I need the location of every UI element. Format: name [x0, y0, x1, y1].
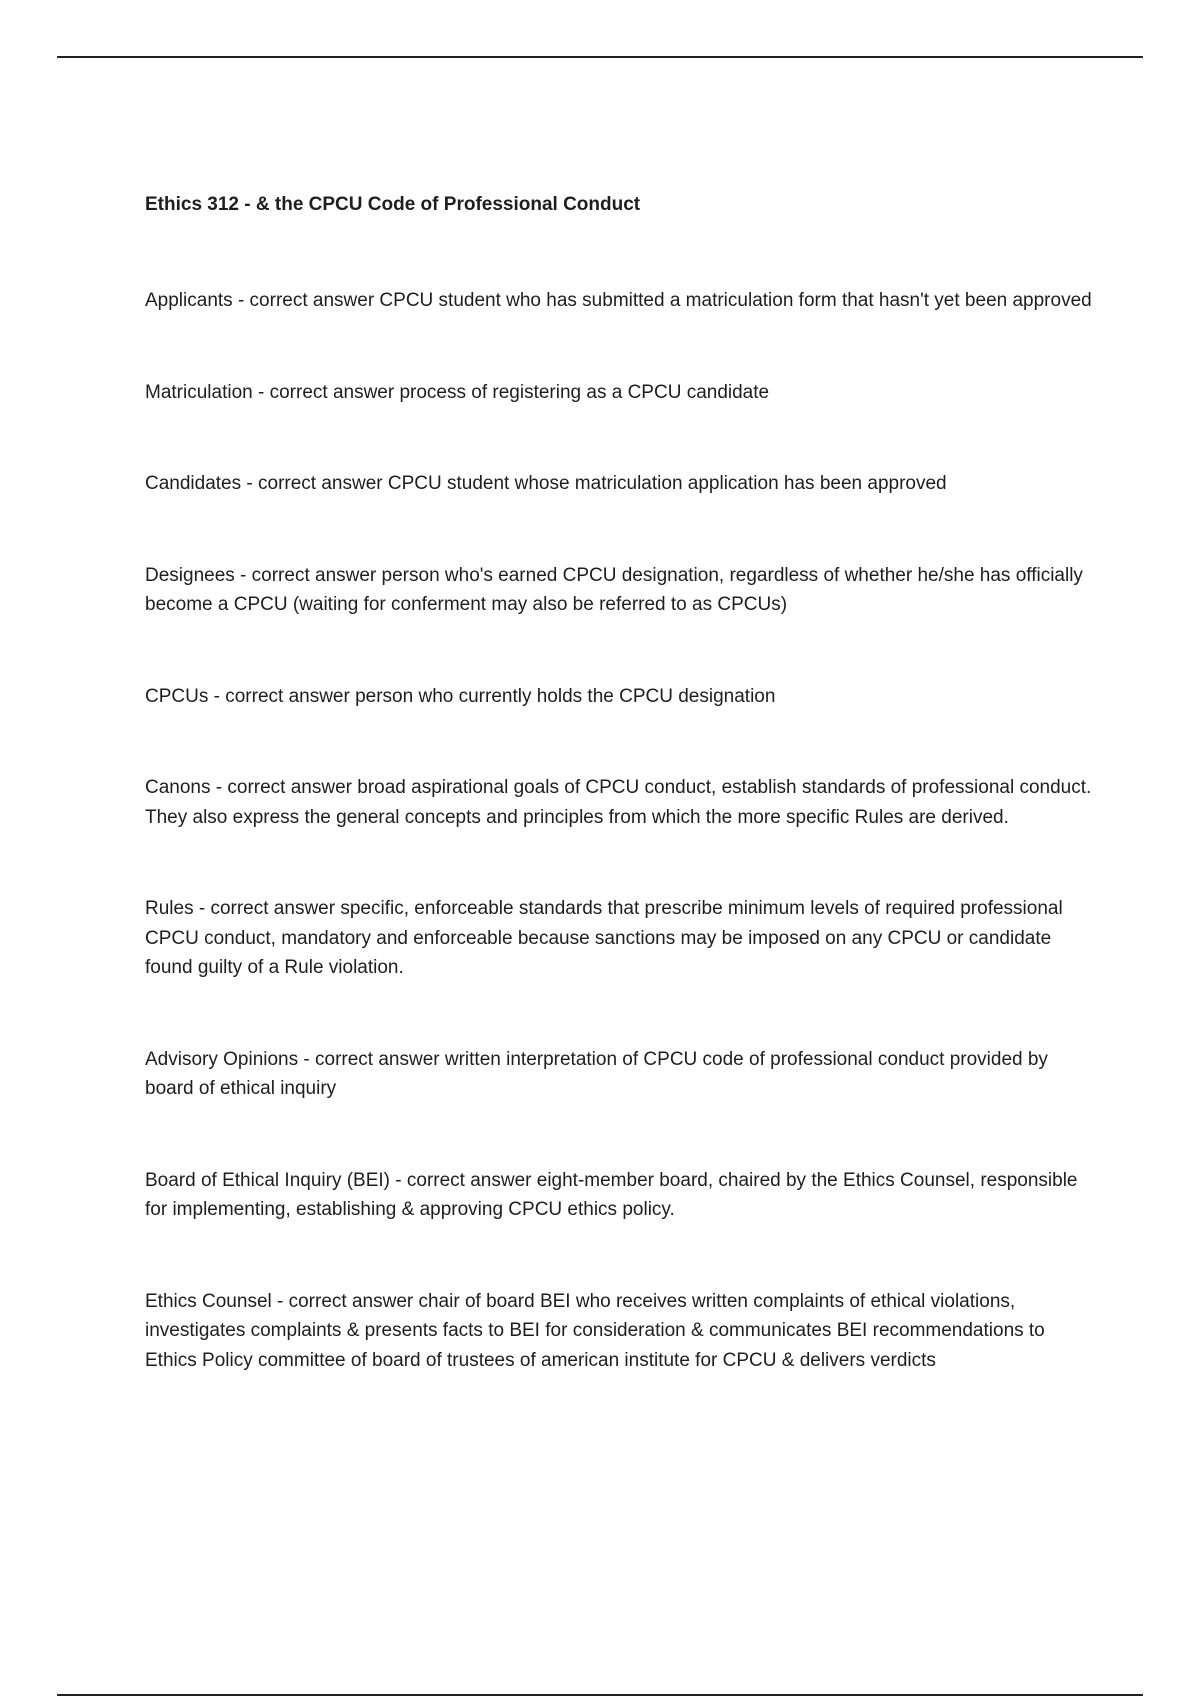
header-rule: [57, 56, 1143, 58]
glossary-entry: Applicants - correct answer CPCU student who has submitted a matriculation form that hasn't yet been approved: [145, 290, 1092, 311]
glossary-entry: Designees - correct answer person who's earned CPCU designation, regardless of whether he/she has officially become a CPCU (waiting for conferment may also be referred to as CPCUs): [145, 564, 1083, 615]
document-body: [145, 192, 1095, 1437]
glossary-entry: Matriculation - correct answer process of registering as a CPCU candidate: [145, 381, 770, 403]
glossary-entry: Ethics Counsel - correct answer chair of board BEI who receives written complaints of ethical violations, investigates complaints & presents facts to BEI for consideration & communicates BEI recommendations to Ethics Policy committee of board of trustees of american institute for CPCU & delivers verdicts: [145, 1290, 1045, 1371]
glossary-entry: CPCUs - correct answer person who currently holds the CPCU designation: [145, 685, 776, 707]
glossary-entry: Advisory Opinions - correct answer written interpretation of CPCU code of professional conduct provided by board of ethical inquiry: [145, 1048, 1048, 1099]
glossary-entry: Board of Ethical Inquiry (BEI) - correct answer eight-member board, chaired by the Ethics Counsel, responsible for implementing, establishing & approving CPCU ethics policy.: [145, 1169, 1078, 1220]
footer-rule: [57, 1694, 1143, 1696]
glossary-entry: Rules - correct answer specific, enforceable standards that prescribe minimum levels of required professional CPCU conduct, mandatory and enforceable because sanctions may be imposed on any CPCU or candidate found guilty of a Rule violation.: [145, 898, 1063, 978]
glossary-entry: Canons - correct answer broad aspirational goals of CPCU conduct, establish standards of professional conduct. They also express the general concepts and principles from which the more specific Rules are derived.: [145, 777, 1092, 828]
glossary-entry: Candidates - correct answer CPCU student whose matriculation application has been approved: [145, 473, 947, 494]
document-title: Ethics 312 - & the CPCU Code of Professional Conduct: [145, 194, 641, 215]
